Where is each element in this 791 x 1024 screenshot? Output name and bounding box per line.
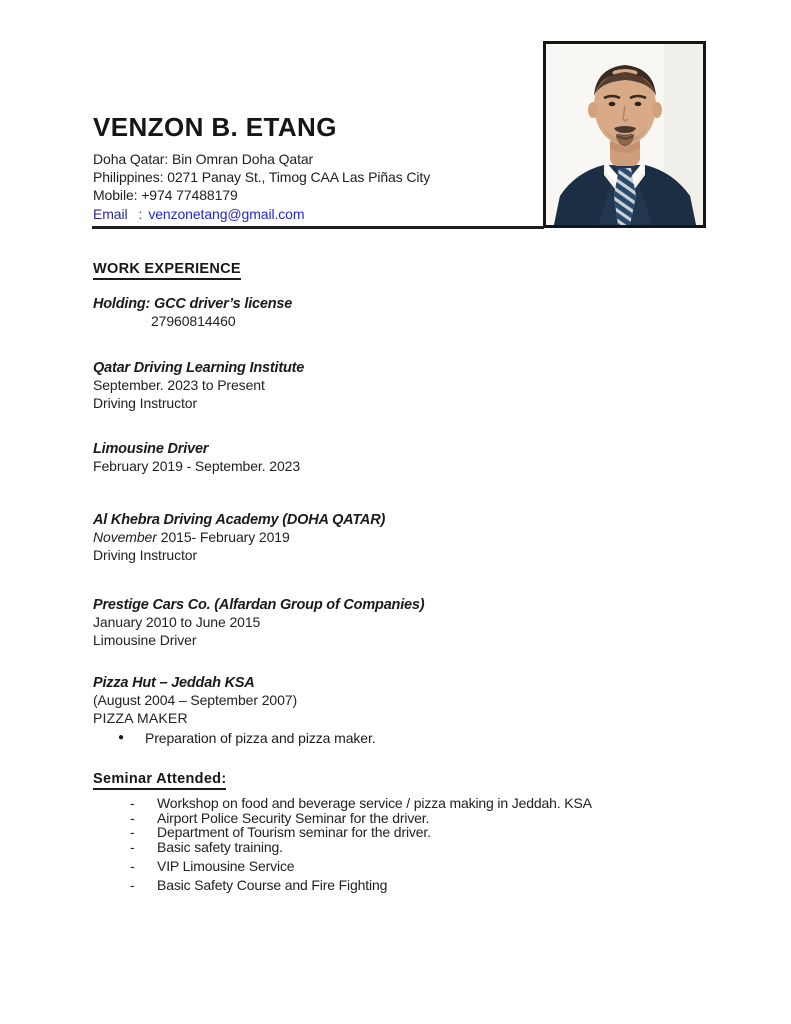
- entry-period-month: November: [93, 529, 157, 545]
- seminar-item-text: Basic safety training.: [157, 838, 283, 855]
- email-line: [93, 205, 533, 223]
- email-link[interactable]: venzonetang@gmail.com: [148, 205, 305, 222]
- seminar-item-text: Basic Safety Course and Fire Fighting: [157, 876, 388, 893]
- portrait-photo: [543, 41, 706, 228]
- entry-title: Pizza Hut – Jeddah KSA: [93, 675, 255, 691]
- entry-title: Holding: GCC driver’s license: [93, 296, 293, 312]
- entry-title: Al Khebra Driving Academy (DOHA QATAR): [93, 512, 386, 528]
- work-entry-limousine-driver: [93, 441, 300, 475]
- seminar-item: [130, 811, 713, 826]
- work-entry-prestige-cars: [93, 597, 424, 649]
- work-entry-qatar-driving-institute: [93, 360, 304, 412]
- dash-marker: -: [130, 824, 135, 841]
- seminar-item-text: Workshop on food and beverage service / pizza making in Jeddah. KSA: [157, 795, 592, 811]
- work-entry-pizza-hut: [93, 675, 376, 747]
- dash-marker: -: [130, 809, 135, 826]
- email-colon: :: [138, 205, 143, 222]
- seminar-item-text: Department of Tourism seminar for the driver.: [157, 824, 431, 841]
- bullet-icon: ●: [118, 732, 124, 743]
- dash-marker: -: [130, 838, 135, 855]
- entry-period-years: 2015- February 2019: [160, 529, 290, 545]
- entry-period: [93, 529, 385, 546]
- mobile-line: Mobile: +974 77488179: [93, 187, 238, 204]
- license-number: 27960814460: [151, 313, 236, 329]
- seminar-item: [130, 796, 713, 811]
- entry-title: Prestige Cars Co. (Alfardan Group of Companies): [93, 597, 425, 613]
- work-entry-gcc-license: [93, 296, 292, 330]
- dash-marker: -: [130, 876, 135, 893]
- applicant-name: VENZON B. ETANG: [93, 112, 337, 142]
- work-experience-section: [93, 260, 241, 280]
- header-rule: [92, 226, 544, 229]
- email-label: Email: [93, 205, 128, 222]
- entry-role: Driving Instructor: [93, 547, 198, 563]
- entry-period: January 2010 to June 2015: [93, 614, 261, 630]
- seminar-item-text: VIP Limousine Service: [157, 857, 295, 874]
- portrait-illustration: [546, 44, 703, 225]
- entry-period: (August 2004 – September 2007): [93, 692, 298, 708]
- entry-period: September. 2023 to Present: [93, 377, 265, 393]
- seminar-item: [130, 878, 713, 893]
- address-line-1: Doha Qatar: Bin Omran Doha Qatar: [93, 151, 314, 167]
- entry-title: Qatar Driving Learning Institute: [93, 360, 305, 376]
- entry-bullet-item: [118, 730, 376, 747]
- entry-role: PIZZA MAKER: [93, 710, 188, 726]
- entry-role: Limousine Driver: [93, 632, 197, 648]
- seminar-item: [130, 840, 713, 855]
- dash-marker: -: [130, 795, 135, 811]
- work-entry-al-khebra: [93, 512, 385, 564]
- bullet-text: Preparation of pizza and pizza maker.: [145, 730, 376, 746]
- entry-role: Driving Instructor: [93, 395, 198, 411]
- seminar-item: [130, 825, 713, 840]
- seminar-list: [93, 796, 713, 893]
- entry-title: Limousine Driver: [93, 441, 209, 457]
- seminar-section: [93, 770, 713, 893]
- seminar-item-text: Airport Police Security Seminar for the driver.: [157, 809, 430, 826]
- seminar-heading: Seminar Attended:: [93, 771, 226, 790]
- entry-period: February 2019 - September. 2023: [93, 458, 301, 474]
- seminar-item: [130, 859, 713, 874]
- dash-marker: -: [130, 857, 135, 874]
- address-line-2: Philippines: 0271 Panay St., Timog CAA Las Piñas City: [93, 169, 431, 186]
- header-block: [93, 112, 533, 223]
- work-experience-heading: WORK EXPERIENCE: [93, 261, 241, 280]
